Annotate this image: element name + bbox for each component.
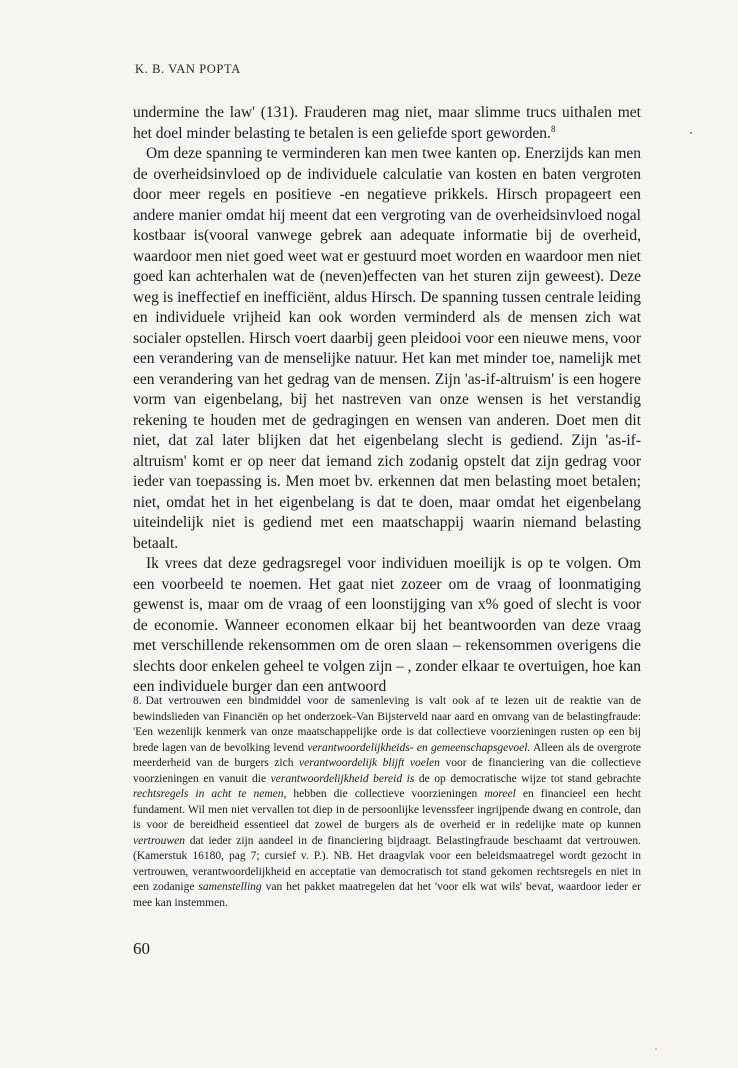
- footnote-number: 8.: [133, 695, 142, 707]
- footnote-italic: rechtsregels in acht te nemen,: [133, 788, 287, 800]
- footnote-italic: samenstelling: [198, 881, 262, 893]
- footnote-8: [133, 694, 641, 911]
- paragraph-1: [133, 103, 641, 144]
- footnote-italic: vertrouwen: [133, 834, 185, 847]
- paragraph-1-text: undermine the law' (131). Frauderen mag niet, maar slimme trucs uithalen met het doel minder belasting te betalen is een geliefde sport geworden.: [133, 104, 641, 142]
- running-header: K. B. VAN POPTA: [135, 62, 241, 76]
- footnote-reference: 8: [550, 123, 556, 134]
- main-text: [133, 103, 641, 698]
- footnote-text: en financieel een hecht fundament. Wil men niet vervallen tot diep in de persoonlijke levenssfeer ingrijpende dwang en controle, dan is voor de bereidheid essentieel dat zowel de burgers als de overheid er in redelijke mate op kunnen: [133, 788, 641, 831]
- scan-speck: [690, 132, 692, 134]
- footnote-text: de op democratische wijze tot stand gebrachte: [414, 772, 641, 785]
- footnote-text: voor de financiering van die collectieve voorzieningen en vanuit die: [133, 757, 642, 785]
- footnote-italic: moreel: [484, 788, 516, 800]
- page-number: 60: [133, 939, 150, 958]
- scan-speck: [655, 1048, 657, 1050]
- footnote-italic: verantwoordelijk blijft voelen: [298, 757, 440, 769]
- footnote-text: hebben die collectieve voorzieningen: [286, 788, 485, 800]
- footnote-text: Alleen als de overgrote meerderheid van de burgers zich: [133, 741, 641, 769]
- footnote-text: van het pakket maatregelen dat het 'voor elk wat wils' bevat, waardoor ieder er mee kan instemmen.: [133, 881, 641, 909]
- footnote-text: dat ieder zijn aandeel in de financiering bijdraagt. Belastingfraude beschaamt dat vertrouwen. (Kamerstuk 16180, pag 7; cursief v. P.). NB. Het draagvlak voor een beleidsmaatregel wordt gezocht in vertrouwen, verantwoordelijkheid en acceptatie van democratisch tot stand gekomen rechtsregels en niet in een zodanige: [133, 834, 641, 893]
- paragraph-3: Ik vrees dat deze gedragsregel voor individuen moeilijk is op te volgen. Om een voorbeeld te noemen. Het gaat niet zozeer om de vraag of loonmatiging gewenst is, maar om de vraag of een loonstijging van x% goed of slecht is voor de economie. Wanneer economen elkaar bij het beantwoorden van deze vraag met verschillende rekensommen om de oren slaan – rekensommen overigens die slechts door enkelen geheel te volgen zijn – , zonder elkaar te overtuigen, hoe kan een individuele burger dan een antwoord: [133, 555, 641, 695]
- footnote-italic: verantwoordelijkheids- en gemeenschapsgevoel.: [307, 741, 531, 754]
- footnote-text: Dat vertrouwen een bindmiddel voor de samenleving is valt ook af te lezen uit de reaktie van de bewindslieden van Financiën op het onderzoek-Van Bijsterveld naar aard en omvang van de belastingfraude: 'Een wezenlijk kenmerk van onze maatschappelijke orde is dat collectieve voorzieningen rusten op een bij brede lagen van de bevolking levend: [133, 695, 641, 754]
- footnote-italic: verantwoordelijkheid bereid is: [270, 772, 415, 785]
- paragraph-2: Om deze spanning te verminderen kan men twee kanten op. Enerzijds kan men de overheidsinvloed op de individuele calculatie van kosten en baten vergroten door meer regels en positieve -en negatieve prikkels. Hirsch propageert een andere manier omdat hij meent dat een vergroting van de overheidsinvloed nogal kostbaar is(vooral vanwege gebrek aan adequate informatie bij de overheid, waardoor men niet goed weet wat er gestuurd moet worden en waardoor men niet goed kan achterhalen wat de (neven)effecten van het sturen zijn geweest). Deze weg is ineffectief en inefficiënt, aldus Hirsch. De spanning tussen centrale leiding en individuele vrijheid kan ook worden verminderd als de mensen zich wat socialer opstellen. Hirsch voert daarbij geen pleidooi voor een nieuwe mens, voor een verandering van de menselijke natuur. Het kan met minder toe, namelijk met een verandering van het gedrag van de mensen. Zijn 'as-if-altruism' is een hogere vorm van eigenbelang, bij het nastreven van onze wensen is het verstandig rekening te houden met de gedragingen en wensen van anderen. Doet men dit niet, dat zal later blijken dat het eigenbelang slecht is gediend. Zijn 'as-if-altruism' komt er op neer dat iemand zich zodanig opstelt dat zijn gedrag voor ieder van toepassing is. Men moet bv. erkennen dat men belasting moet betalen; niet, omdat het in het eigenbelang is dat te doen, maar omdat het eigenbelang uiteindelijk niet is gediend met een maatschappij waarin niemand belasting betaalt.: [133, 145, 641, 552]
